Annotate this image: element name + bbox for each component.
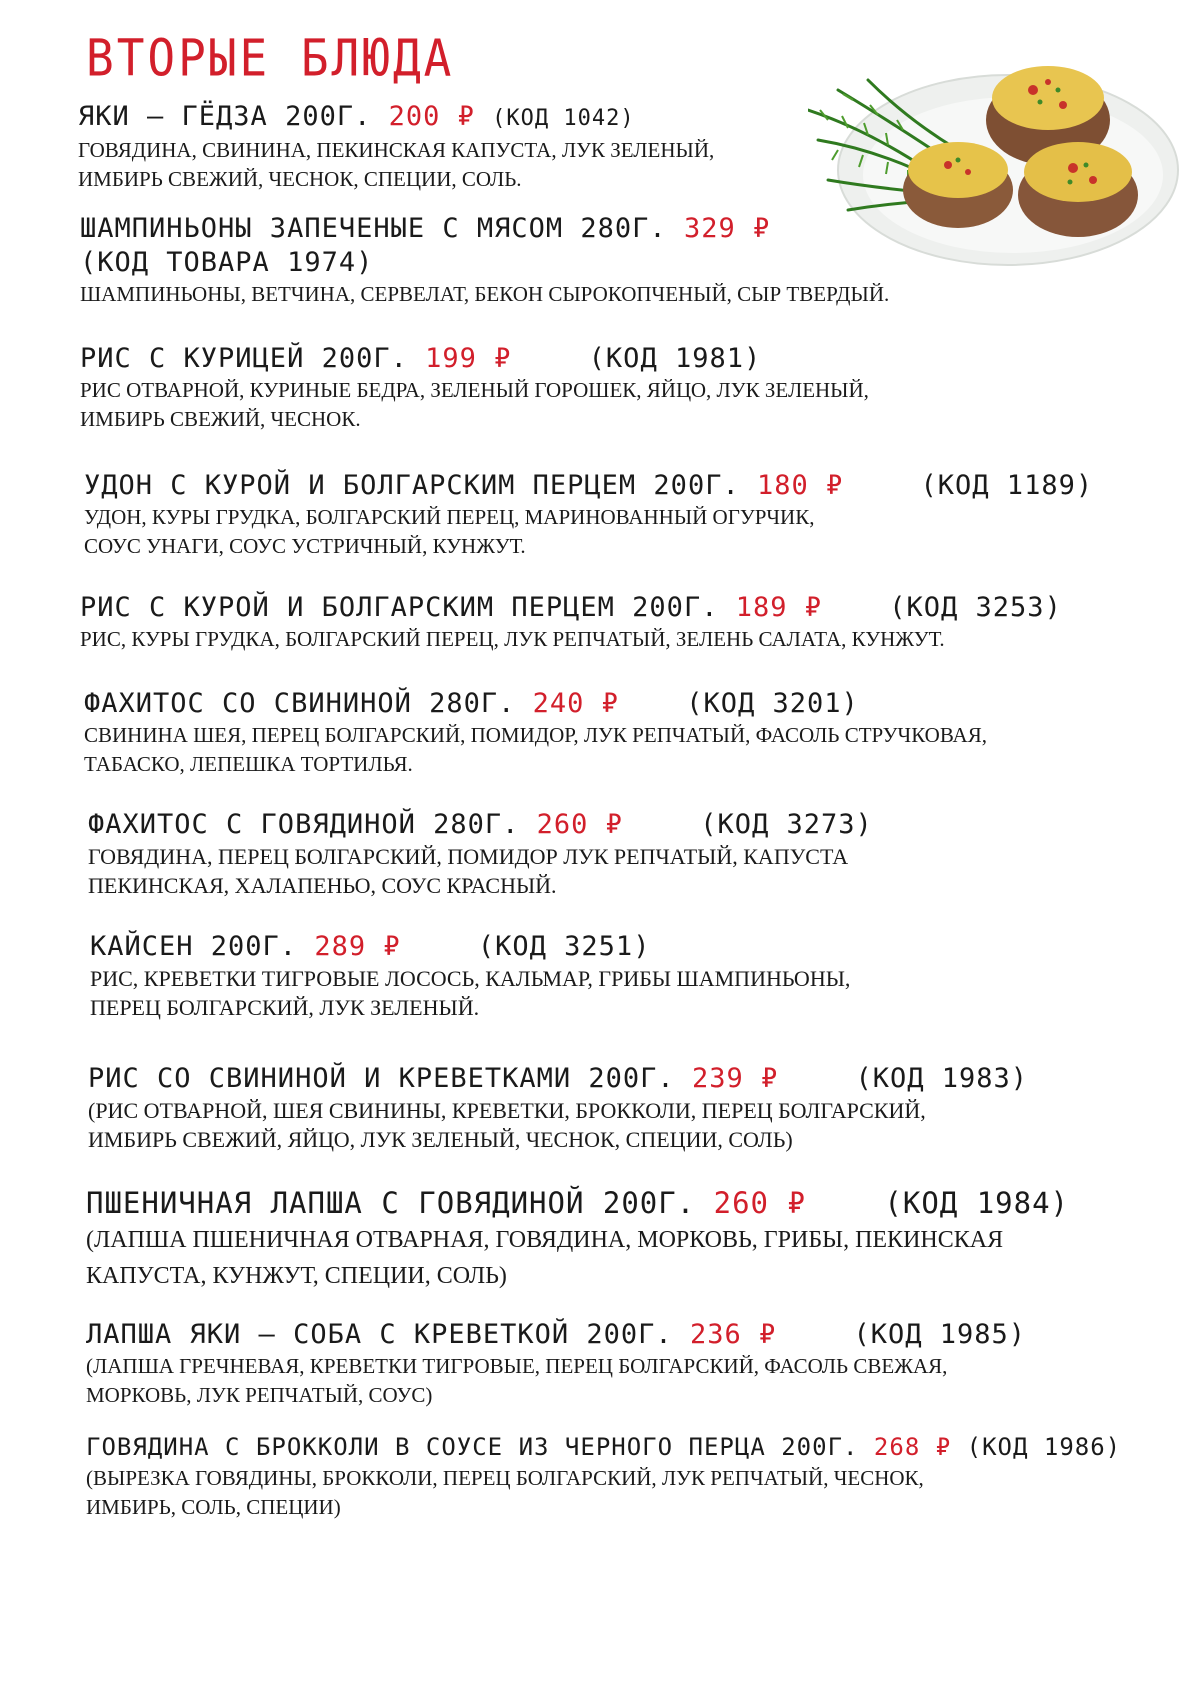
menu-item xyxy=(78,100,714,194)
item-price: 289 ₽ xyxy=(314,931,401,962)
item-description-line: (ЛАПША ПШЕНИЧНАЯ ОТВАРНАЯ, ГОВЯДИНА, МОРКОВЬ, ГРИБЫ, ПЕКИНСКАЯ xyxy=(86,1227,1004,1253)
item-description-line: МОРКОВЬ, ЛУК РЕПЧАТЫЙ, СОУС) xyxy=(86,1383,433,1407)
item-description-line: ИМБИРЬ, СОЛЬ, СПЕЦИИ) xyxy=(86,1495,341,1519)
item-price: 236 ₽ xyxy=(689,1319,777,1350)
menu-item xyxy=(88,808,873,900)
item-heading xyxy=(78,100,714,136)
item-heading xyxy=(80,342,869,376)
item-description-line: ТАБАСКО, ЛЕПЕШКА ТОРТИЛЬЯ. xyxy=(84,752,413,776)
item-code: (КОД ТОВАРА 1974) xyxy=(80,247,374,278)
item-price: 240 ₽ xyxy=(532,688,619,719)
menu-item xyxy=(90,930,850,1022)
item-description-line: КАПУСТА, КУНЖУТ, СПЕЦИИ, СОЛЬ) xyxy=(86,1263,507,1289)
item-description-line: ПЕКИНСКАЯ, ХАЛАПЕНЬО, СОУС КРАСНЫЙ. xyxy=(88,873,557,898)
item-price: 268 ₽ xyxy=(873,1433,952,1461)
item-heading xyxy=(80,212,889,246)
item-name: ШАМПИНЬОНЫ ЗАПЕЧЕНЫЕ С МЯСОМ 280Г. xyxy=(80,213,667,244)
item-code: (КОД 3253) xyxy=(889,592,1062,623)
menu-item xyxy=(80,591,1062,654)
item-code: (КОД 3201) xyxy=(686,688,859,719)
item-price: 180 ₽ xyxy=(756,470,844,501)
menu-item xyxy=(88,1062,1028,1154)
item-code: (КОД 1986) xyxy=(966,1433,1122,1461)
item-description-line: ГОВЯДИНА, ПЕРЕЦ БОЛГАРСКИЙ, ПОМИДОР ЛУК РЕПЧАТЫЙ, КАПУСТА xyxy=(88,844,849,869)
item-heading xyxy=(86,1318,1026,1352)
item-name: ГОВЯДИНА С БРОККОЛИ В СОУСЕ ИЗ ЧЕРНОГО ПЕРЦА 200Г. xyxy=(86,1433,859,1461)
item-description-line: ИМБИРЬ СВЕЖИЙ, ЧЕСНОК, СПЕЦИИ, СОЛЬ. xyxy=(78,167,522,191)
item-name: ЛАПША ЯКИ – СОБА С КРЕВЕТКОЙ 200Г. xyxy=(86,1319,673,1350)
menu-item xyxy=(84,469,1093,561)
item-heading xyxy=(80,591,1062,625)
item-description-line: РИС, КУРЫ ГРУДКА, БОЛГАРСКИЙ ПЕРЕЦ, ЛУК РЕПЧАТЫЙ, ЗЕЛЕНЬ САЛАТА, КУНЖУТ. xyxy=(80,627,945,651)
item-name: РИС С КУРОЙ И БОЛГАРСКИМ ПЕРЦЕМ 200Г. xyxy=(80,592,719,623)
item-description-line: ШАМПИНЬОНЫ, ВЕТЧИНА, СЕРВЕЛАТ, БЕКОН СЫРОКОПЧЕНЫЙ, СЫР ТВЕРДЫЙ. xyxy=(80,282,890,306)
item-heading xyxy=(86,1184,1069,1222)
item-description-line: ИМБИРЬ СВЕЖИЙ, ЧЕСНОК. xyxy=(80,407,361,431)
item-name: КАЙСЕН 200Г. xyxy=(90,931,298,962)
item-name: ФАХИТОС С ГОВЯДИНОЙ 280Г. xyxy=(88,809,520,840)
menu-item xyxy=(80,212,889,309)
item-heading xyxy=(84,469,1093,503)
item-description-line: ГОВЯДИНА, СВИНИНА, ПЕКИНСКАЯ КАПУСТА, ЛУК ЗЕЛЕНЫЙ, xyxy=(78,138,715,162)
menu-item xyxy=(86,1184,1069,1294)
item-description-line: (ВЫРЕЗКА ГОВЯДИНЫ, БРОККОЛИ, ПЕРЕЦ БОЛГАРСКИЙ, ЛУК РЕПЧАТЫЙ, ЧЕСНОК, xyxy=(86,1466,924,1490)
item-name: РИС С КУРИЦЕЙ 200Г. xyxy=(80,343,408,374)
item-name: РИС СО СВИНИНОЙ И КРЕВЕТКАМИ 200Г. xyxy=(88,1063,675,1094)
item-code: (КОД 1981) xyxy=(588,343,762,374)
item-price: 260 ₽ xyxy=(713,1186,806,1220)
item-name: УДОН С КУРОЙ И БОЛГАРСКИМ ПЕРЦЕМ 200Г. xyxy=(84,470,740,501)
page-title: ВТОРЫЕ БЛЮДА xyxy=(86,28,455,88)
item-code: (КОД 3251) xyxy=(477,931,651,962)
item-description-line: ИМБИРЬ СВЕЖИЙ, ЯЙЦО, ЛУК ЗЕЛЕНЫЙ, ЧЕСНОК, СПЕЦИИ, СОЛЬ) xyxy=(88,1127,793,1152)
item-price: 239 ₽ xyxy=(691,1063,779,1094)
menu-item xyxy=(84,687,987,779)
item-description-line: РИС ОТВАРНОЙ, КУРИНЫЕ БЕДРА, ЗЕЛЕНЫЙ ГОРОШЕК, ЯЙЦО, ЛУК ЗЕЛЕНЫЙ, xyxy=(80,378,869,402)
item-price: 260 ₽ xyxy=(536,809,623,840)
item-description-line: СВИНИНА ШЕЯ, ПЕРЕЦ БОЛГАРСКИЙ, ПОМИДОР, ЛУК РЕПЧАТЫЙ, ФАСОЛЬ СТРУЧКОВАЯ, xyxy=(84,723,987,747)
item-price: 199 ₽ xyxy=(425,343,512,374)
menu-item xyxy=(86,1430,1121,1522)
item-name: ПШЕНИЧНАЯ ЛАПША С ГОВЯДИНОЙ 200Г. xyxy=(86,1186,696,1220)
item-description-line: (ЛАПША ГРЕЧНЕВАЯ, КРЕВЕТКИ ТИГРОВЫЕ, ПЕРЕЦ БОЛГАРСКИЙ, ФАСОЛЬ СВЕЖАЯ, xyxy=(86,1354,948,1378)
menu-item xyxy=(86,1318,1026,1410)
item-price: 200 ₽ xyxy=(388,101,475,132)
item-code: (КОД 1042) xyxy=(492,106,635,131)
item-description-line: СОУС УНАГИ, СОУС УСТРИЧНЫЙ, КУНЖУТ. xyxy=(84,534,526,558)
item-name: ЯКИ – ГЁДЗА 200Г. xyxy=(78,101,372,132)
item-heading xyxy=(86,1430,1121,1464)
item-heading xyxy=(90,930,850,964)
item-heading xyxy=(84,687,987,721)
menu-item xyxy=(80,342,869,434)
item-price: 189 ₽ xyxy=(735,592,822,623)
item-code: (КОД 1985) xyxy=(853,1319,1027,1350)
item-name: ФАХИТОС СО СВИНИНОЙ 280Г. xyxy=(84,688,516,719)
item-price: 329 ₽ xyxy=(683,213,771,244)
item-code: (КОД 1983) xyxy=(855,1063,1029,1094)
item-description-line: РИС, КРЕВЕТКИ ТИГРОВЫЕ ЛОСОСЬ, КАЛЬМАР, ГРИБЫ ШАМПИНЬОНЫ, xyxy=(90,966,851,991)
item-heading xyxy=(88,1062,1028,1096)
item-code: (КОД 3273) xyxy=(700,809,873,840)
item-code: (КОД 1189) xyxy=(920,470,1094,501)
item-description-line: (РИС ОТВАРНОЙ, ШЕЯ СВИНИНЫ, КРЕВЕТКИ, БРОККОЛИ, ПЕРЕЦ БОЛГАРСКИЙ, xyxy=(88,1098,926,1123)
item-heading xyxy=(88,808,873,842)
item-description-line: ПЕРЕЦ БОЛГАРСКИЙ, ЛУК ЗЕЛЕНЫЙ. xyxy=(90,995,480,1020)
item-code: (КОД 1984) xyxy=(884,1186,1070,1220)
item-description-line: УДОН, КУРЫ ГРУДКА, БОЛГАРСКИЙ ПЕРЕЦ, МАРИНОВАННЫЙ ОГУРЧИК, xyxy=(84,505,815,529)
